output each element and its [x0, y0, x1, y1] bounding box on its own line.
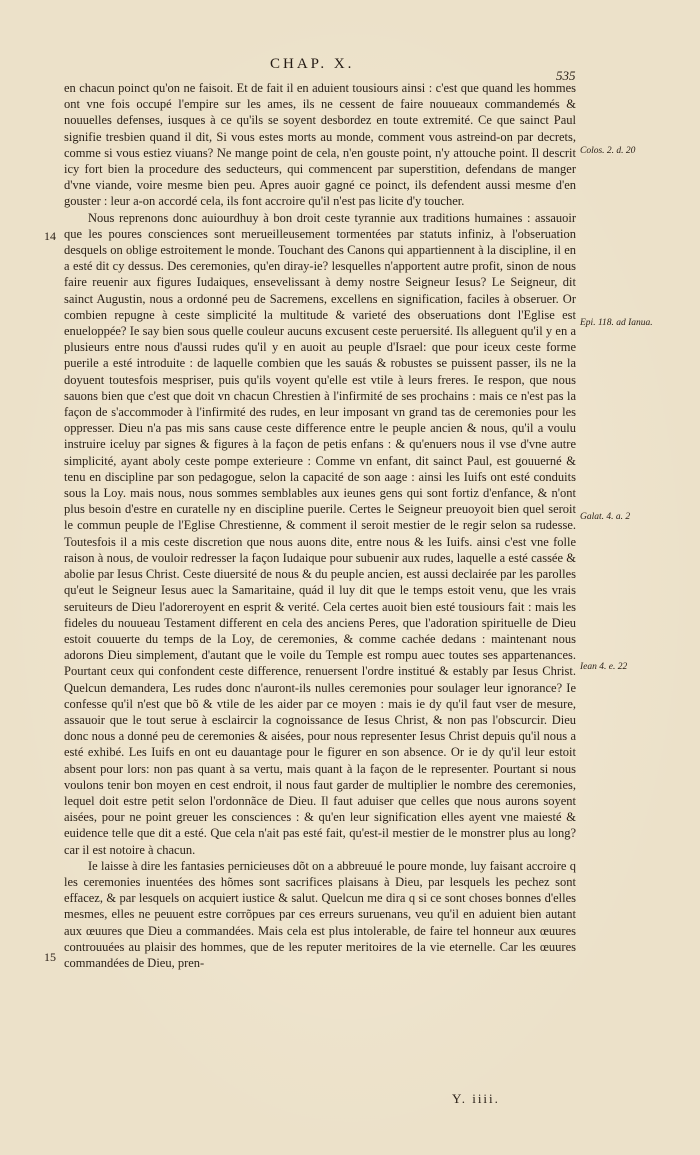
margin-note-john: Iean 4. e. 22	[580, 662, 628, 672]
page-header	[0, 56, 700, 83]
body-text	[64, 80, 576, 971]
signature-mark: Y. iiii.	[452, 1091, 500, 1106]
section-number-14: 14	[44, 229, 56, 243]
section-number-15: 15	[44, 950, 56, 964]
paragraph-continuation: en chacun poinct qu'on ne faisoit. Et de fait il en aduient tousiours ainsi : c'est que quand les hommes ont vne fois occupé l'empire sur les ames, ils ne cessent de faire nouueaux commandemés & nouuelles defenses, iusques à ce qu'ils se soyent desbordez en toute extremité. Ce que sainct Paul signifie tresbien quand il dit, Si vous estes morts au monde, comment vous astreind-on par decrets, comme si vous estiez viuans? Ne mange point de cela, n'en gouste point, n'y attouche point. Il descrit icy fort bien la procedure des seducteurs, qui commencent par superstition, defendans de manger d'vne viande, voire mesme bien peu. Apres auoir gagné ce poinct, ils defendent aussi mesme d'en gouster : leur a-on accordé cela, ils font accroire qu'il n'est pas licite d'y toucher.	[64, 81, 576, 209]
page-number: 535	[556, 68, 576, 83]
paragraph-15: Ie laisse à dire les fantasies pernicieuses dõt on a abbreuué le poure monde, luy faisant accroire q les ceremonies inuentées des hõmes sont sacrifices plaisans à Dieu, par lesquels les pechez sont effacez, & par lesquels on acquiert iustice & salut. Quelcun me dira q si ce sont choses bonnes d'elles mesmes, elles ne peuuent estre corrõpues par ces erreurs suruenans, veu qu'il en aduient bien autant aux œuures que Dieu a commandées. Mais cela est plus intolerable, de faire tel honneur aux œuures controuuées au plaisir des hommes, que de les reputer meritoires de la vie eternelle. Car les œuures commandées de Dieu, pren-	[64, 858, 576, 970]
margin-note-epistle: Epi. 118. ad Ianua.	[580, 318, 653, 328]
paragraph-14: Nous reprenons donc auiourdhuy à bon droit ceste tyrannie aux traditions humaines : assauoir que les poures consciences sont merueilleusement tormentées par statuts infiniz, à l'obseruation desquels on oblige estroitement le monde. Touchant des Canons qui appartiennent à la discipline, il en a esté dit cy dessus. Des ceremonies, qu'en diray-ie? lesquelles n'apportent autre profit, sinon de nous faire reuenir aux figures Iudaiques, ensevelissant à demy nostre Seigneur Iesus? Le Seigneur, dit sainct Augustin, nous a ordonné peu de Sacremens, excellens en signification, faciles à obseruer. Or combien repugne à ceste simplicité la multitude & varieté des obseruations dont l'Eglise est enueloppée? Ie say bien sous quelle couleur aucuns excusent ceste peruersité. Ils alleguent qu'il y en a plusieurs entre nous d'aussi rudes qu'il y en auoit au peuple d'Israel: que pour iceux ceste forme puerile a esté introduite : de laquelle combien que les sauás & robustes se puissent passer, ils ne la doyuent toutesfois mespriser, puis qu'ils voyent qu'elle est vtile à leurs freres. Ie respon, que nous sauons bien que c'est que doit vn chacun Chrestien à l'infirmité de ses prochains : mais ce n'est pas la façon de s'accommoder à l'infirmité des rudes, en leur imposant vn grand tas de ceremonies pour les oppresser. Dieu n'a pas mis sans cause ceste difference entre le peuple ancien & nous, qu'il a voulu instruire iceluy par signes & figures à la façon de petis enfans : & qu'enuers nous il vse d'vne autre simplicité, ayant aboly ceste pompe exterieure : Comme vn enfant, dit sainct Paul, est gouuerné & tenu en discipline par son pedagogue, selon la capacité de son aage : ainsi les Iuifs ont esté conduits sous la Loy. mais nous, nous sommes semblables aux ieunes gens qui sont fortiz d'enfance, & n'ont plus besoin d'estre en curatelle ny en discipline puerile. Certes le Seigneur preuoyoit bien quel seroit le commun peuple de l'Eglise Chrestienne, & comment il seroit mestier de le regir selon sa rudesse. Toutesfois il a mis ceste discretion que nous auons dite, entre nous & les Iuifs. ainsi c'est vne folle raison à nous, de vouloir redresser la façon Iudaique pour subuenir aux rudes, laquelle a esté cassée & abolie par Iesus Christ. Ceste diuersité de nous & du peuple ancien, est aussi declairée par les parolles qu'eut le Seigneur Iesus auec la Samaritaine, quád il luy dit que le temps estoit venu, que les vrais seruiteurs de Dieu l'adoreroyent en esprit & verité. Cela certes auoit bien esté tousiours fait : mais les fideles du nouueau Testament different en cela des anciens Peres, que l'adoration spirituelle de Dieu estoit couuerte du temps de la Loy, de ceremonies, & comme cachée dedans : maintenant nous adorons Dieu simplement, d'autant que le voile du Temple est rompu auec toutes ses appartenances. Pourtant ceux qui confondent ceste difference, renuersent l'ordre institué & estably par Iesus Christ. Quelcun demandera, Les rudes donc n'auront-ils nulles ceremonies pour soulager leur ignorance? Ie confesse qu'il n'est que bõ & vtile de les aider par ce moyen : mais ie dy qu'il faut vser de mesure, assauoir que le tout serue à esclaircir la cognoissance de Iesus Christ, & non pas l'obscurcir. Dieu donc nous a donné peu de ceremonies & aisées, pour nous representer Iesus Christ depuis qu'il nous a esté exhibé. Les Iuifs en ont eu dauantage pour le figurer en son absence. Or ie dy qu'il leur estoit absent pour lors: non pas quant à sa vertu, mais quant à la façon de le representer. Pourtant si nous voulons tenir bon moyen en cest endroit, il nous faut garder de multiplier le nombre des ceremonies, lequel doit estre petit selon l'ordonnãce de Dieu. Il faut aduiser que celles que nous aurons soyent aisées, pour ne point greuer les consciences : & qu'en leur signification elles ayent vne maiesté & euidence telle que dit a esté. Que cela n'ait pas esté fait, qu'est-il mestier de le monstrer plus au long? car il est notoire à chacun.	[64, 210, 576, 857]
margin-note-galatians: Galat. 4. a. 2	[580, 512, 631, 522]
margin-note-colossians: Colos. 2. d. 20	[580, 146, 636, 156]
running-title: CHAP. X.	[270, 56, 355, 72]
